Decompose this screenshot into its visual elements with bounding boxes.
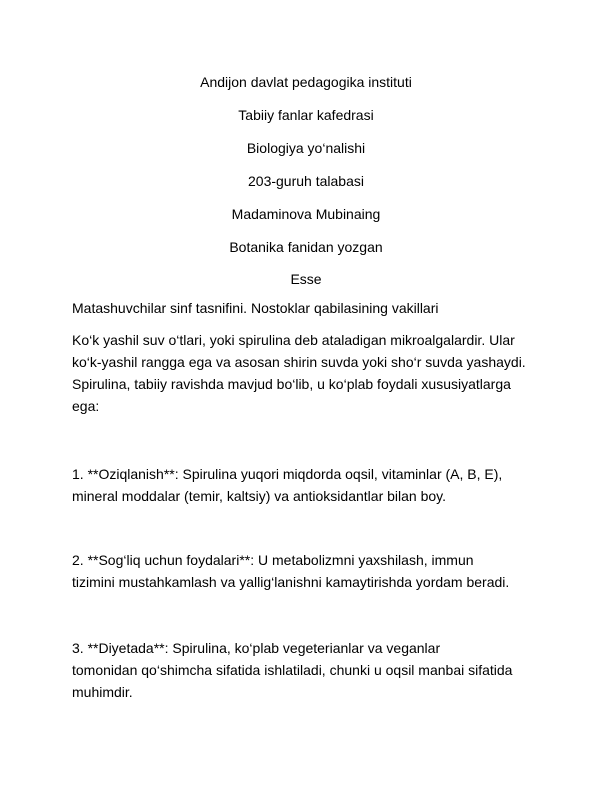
essay-title-text: Matashuvchilar sinf tasnifini. Nostoklar qabilasining vakillari: [72, 300, 439, 316]
intro-line: ko‘k-yashil rangga ega va asosan shirin suvda yoki sho‘r suvda yashaydi.: [72, 354, 526, 370]
group-label: 203-guruh talabasi: [248, 173, 364, 189]
point-1-line: 1. **Oziqlanish**: Spirulina yuqori miqdorda oqsil, vitaminlar (A, B, E),: [72, 466, 503, 482]
institution-name: Andijon davlat pedagogika instituti: [200, 74, 412, 90]
subject-line: Botanika fanidan yozgan: [229, 239, 383, 255]
point-3-line: 3. **Diyetada**: Spirulina, ko‘plab vegeterianlar va veganlar: [72, 640, 441, 656]
document-type: Esse: [290, 271, 322, 287]
department-name: Tabiiy fanlar kafedrasi: [238, 107, 374, 123]
intro-line: Ko‘k yashil suv o‘tlari, yoki spirulina deb ataladigan mikroalgalardir. Ular: [72, 332, 515, 348]
intro-line: ega:: [72, 398, 100, 414]
point-3-paragraph: [72, 637, 544, 703]
point-2-line: tizimini mustahkamlash va yallig‘lanishni kamaytirishda yordam beradi.: [72, 574, 510, 590]
program-name: Biologiya yo‘nalishi: [246, 140, 366, 156]
intro-line: Spirulina, tabiiy ravishda mavjud bo‘lib, u ko‘plab foydali xususiyatlarga: [72, 376, 511, 392]
essay-title: [72, 297, 544, 319]
point-3-line: muhimdir.: [72, 684, 133, 700]
point-3-line: tomonidan qo‘shimcha sifatida ishlatiladi, chunki u oqsil manbai sifatida: [72, 662, 513, 678]
point-2-line: 2. **Sog‘liq uchun foydalari**: U metabolizmni yaxshilash, immun: [72, 552, 474, 568]
point-1-paragraph: [72, 463, 544, 507]
point-2-paragraph: [72, 549, 544, 593]
intro-paragraph: [72, 329, 544, 417]
author-name: Madaminova Mubinaing: [231, 206, 381, 222]
point-1-line: mineral moddalar (temir, kaltsiy) va antioksidantlar bilan boy.: [72, 488, 447, 504]
